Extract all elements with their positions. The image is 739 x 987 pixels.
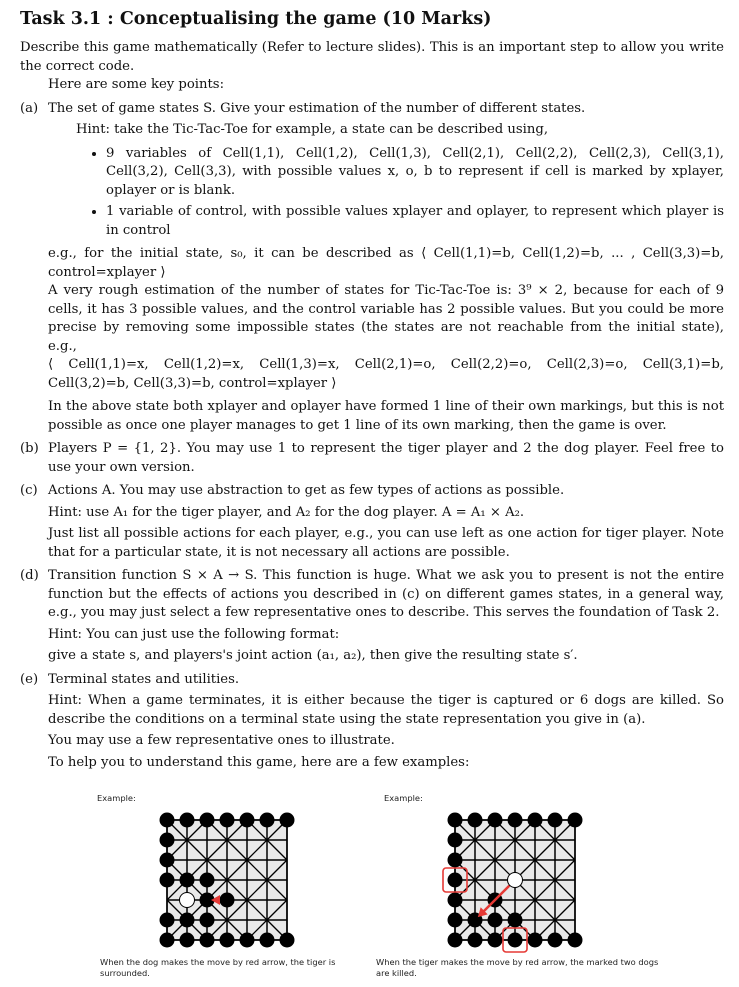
item-e-text: Terminal states and utilities. [48, 671, 240, 687]
dog-piece [200, 933, 215, 948]
item-e [20, 671, 724, 773]
dog-piece [180, 933, 195, 948]
dog-piece [240, 813, 255, 828]
example-1-label: Example: [97, 793, 136, 803]
dog-piece [280, 933, 295, 948]
intro-key-points: Here are some key points: [48, 77, 225, 92]
item-a-example: e.g., for the initial state, s₀, it can be described as ⟨ Cell(1,1)=b, Cell(1,2)=b, ... , Cell(3,3)=b, control=xplayer ⟩ [48, 246, 724, 280]
dog-piece [160, 853, 175, 868]
dog-piece [220, 893, 235, 908]
item-e-label: (e) [20, 671, 39, 687]
item-d [20, 567, 724, 666]
dog-piece [448, 933, 463, 948]
item-e-hint: Hint: When a game terminates, it is either because the tiger is captured or 6 dogs are killed. So describe the conditions on a terminal state using the state representation you give in (a). [48, 693, 724, 727]
dog-piece [528, 813, 543, 828]
dog-piece [508, 933, 523, 948]
dog-piece [180, 913, 195, 928]
example-2-caption: When the tiger makes the move by red arrow, the marked two dogs are killed. [376, 957, 659, 978]
item-a [20, 100, 724, 436]
dog-piece [260, 813, 275, 828]
item-b-text: Players P = {1, 2}. You may use 1 to represent the tiger player and 2 the dog player. Feel free to use your own version. [48, 441, 724, 475]
dog-piece [448, 893, 463, 908]
dog-piece [180, 873, 195, 888]
dog-piece [548, 933, 563, 948]
item-a-hint: Hint: take the Tic-Tac-Toe for example, a state can be described using, [76, 122, 549, 137]
dog-piece [160, 933, 175, 948]
dog-piece [220, 933, 235, 948]
item-d-text: Transition function S × A → S. This function is huge. What we ask you to present is not the entire function but the effects of actions you described in (c) on different games states, in a general way, e.g., you may just select a few representative ones to describe. This serves the foundation of Task 2. [48, 568, 724, 620]
item-a-text: The set of game states S. Give your estimation of the number of different states. [48, 100, 586, 116]
dog-piece [508, 913, 523, 928]
help-text: To help you to understand this game, here are a few examples: [48, 754, 470, 770]
dog-piece [260, 933, 275, 948]
example-2-board [440, 805, 590, 955]
example-2-label: Example: [384, 793, 423, 803]
item-d-format: give a state s, and players's joint action (a₁, a₂), then give the resulting state s′. [48, 648, 578, 663]
dog-piece [488, 913, 503, 928]
item-d-hint: Hint: You can just use the following format: [48, 626, 340, 642]
dog-piece [448, 913, 463, 928]
item-a-rough-estimate: A very rough estimation of the number of states for Tic-Tac-Toe is: 3⁹ × 2, because for each of 9 cells, it has 3 possible values, and the control variable has 2 possible values. But you could be more precise by removing some impossible states (the states are not reachable from the initial state), e.g., [48, 283, 724, 354]
dog-piece [160, 873, 175, 888]
dog-piece [220, 813, 235, 828]
dog-piece [160, 813, 175, 828]
dog-piece [448, 813, 463, 828]
page-title: Task 3.1 : Conceptualising the game (10 Marks) [20, 9, 492, 29]
item-c-label: (c) [20, 483, 38, 498]
dog-piece [448, 853, 463, 868]
item-a-bullets [48, 145, 724, 241]
item-e-few: You may use a few representative ones to illustrate. [48, 733, 395, 748]
item-a-label: (a) [20, 100, 39, 116]
item-d-label: (d) [20, 568, 39, 583]
item-c-hint: Hint: use A₁ for the tiger player, and A₂ for the dog player. A = A₁ × A₂. [48, 504, 525, 520]
dog-piece [488, 813, 503, 828]
example-1-caption: When the dog makes the move by red arrow, the tiger is surrounded. [100, 957, 336, 978]
task-page [20, 8, 724, 772]
dog-piece [280, 813, 295, 828]
list-item: • 9 variables of Cell(1,1), Cell(1,2), Cell(1,3), Cell(2,1), Cell(2,2), Cell(2,3), Cell(3,1), Cell(3,2), Cell(3,3), with possible values x, o, b to represent if cell is marked by xplayer, oplayer or is blank. [106, 145, 724, 201]
item-c-list: Just list all possible actions for each player, e.g., you can use left as one action for tiger player. Note that for a particular state, it is not necessary all actions are possible. [48, 526, 724, 560]
dog-piece [548, 813, 563, 828]
dog-piece [160, 833, 175, 848]
dog-piece [200, 873, 215, 888]
item-c-text: Actions A. You may use abstraction to get as few types of actions as possible. [48, 483, 565, 498]
dog-piece [508, 813, 523, 828]
dog-piece [528, 933, 543, 948]
dog-piece [200, 913, 215, 928]
tiger-piece [508, 873, 523, 888]
list-item: • 1 variable of control, with possible values xplayer and oplayer, to represent which player is in control [106, 203, 724, 240]
item-c [20, 482, 724, 562]
item-a-example-state: ⟨ Cell(1,1)=x, Cell(1,2)=x, Cell(1,3)=x, Cell(2,1)=o, Cell(2,2)=o, Cell(2,3)=o, Cell(3,1)=b, Cell(3,2)=b, Cell(3,3)=b, control=xplayer ⟩ [48, 357, 724, 391]
dog-piece [488, 933, 503, 948]
item-b-label: (b) [20, 441, 39, 456]
example-1-board [152, 805, 302, 955]
dog-piece [568, 933, 583, 948]
dog-piece [568, 813, 583, 828]
dog-piece [180, 813, 195, 828]
intro-text: Describe this game mathematically (Refer to lecture slides). This is an important step to allow you write the correct code. [20, 40, 724, 74]
dog-piece [240, 933, 255, 948]
examples-area [0, 785, 739, 985]
dog-piece [200, 813, 215, 828]
dog-piece [448, 873, 463, 888]
item-b [20, 440, 724, 477]
dog-piece [448, 833, 463, 848]
dog-piece [160, 913, 175, 928]
item-a-above: In the above state both xplayer and oplayer have formed 1 line of their own markings, but this is not possible as once one player manages to get 1 line of its own marking, then the game is over. [48, 399, 724, 433]
dog-piece [468, 813, 483, 828]
tiger-piece [180, 893, 195, 908]
dog-piece [468, 933, 483, 948]
